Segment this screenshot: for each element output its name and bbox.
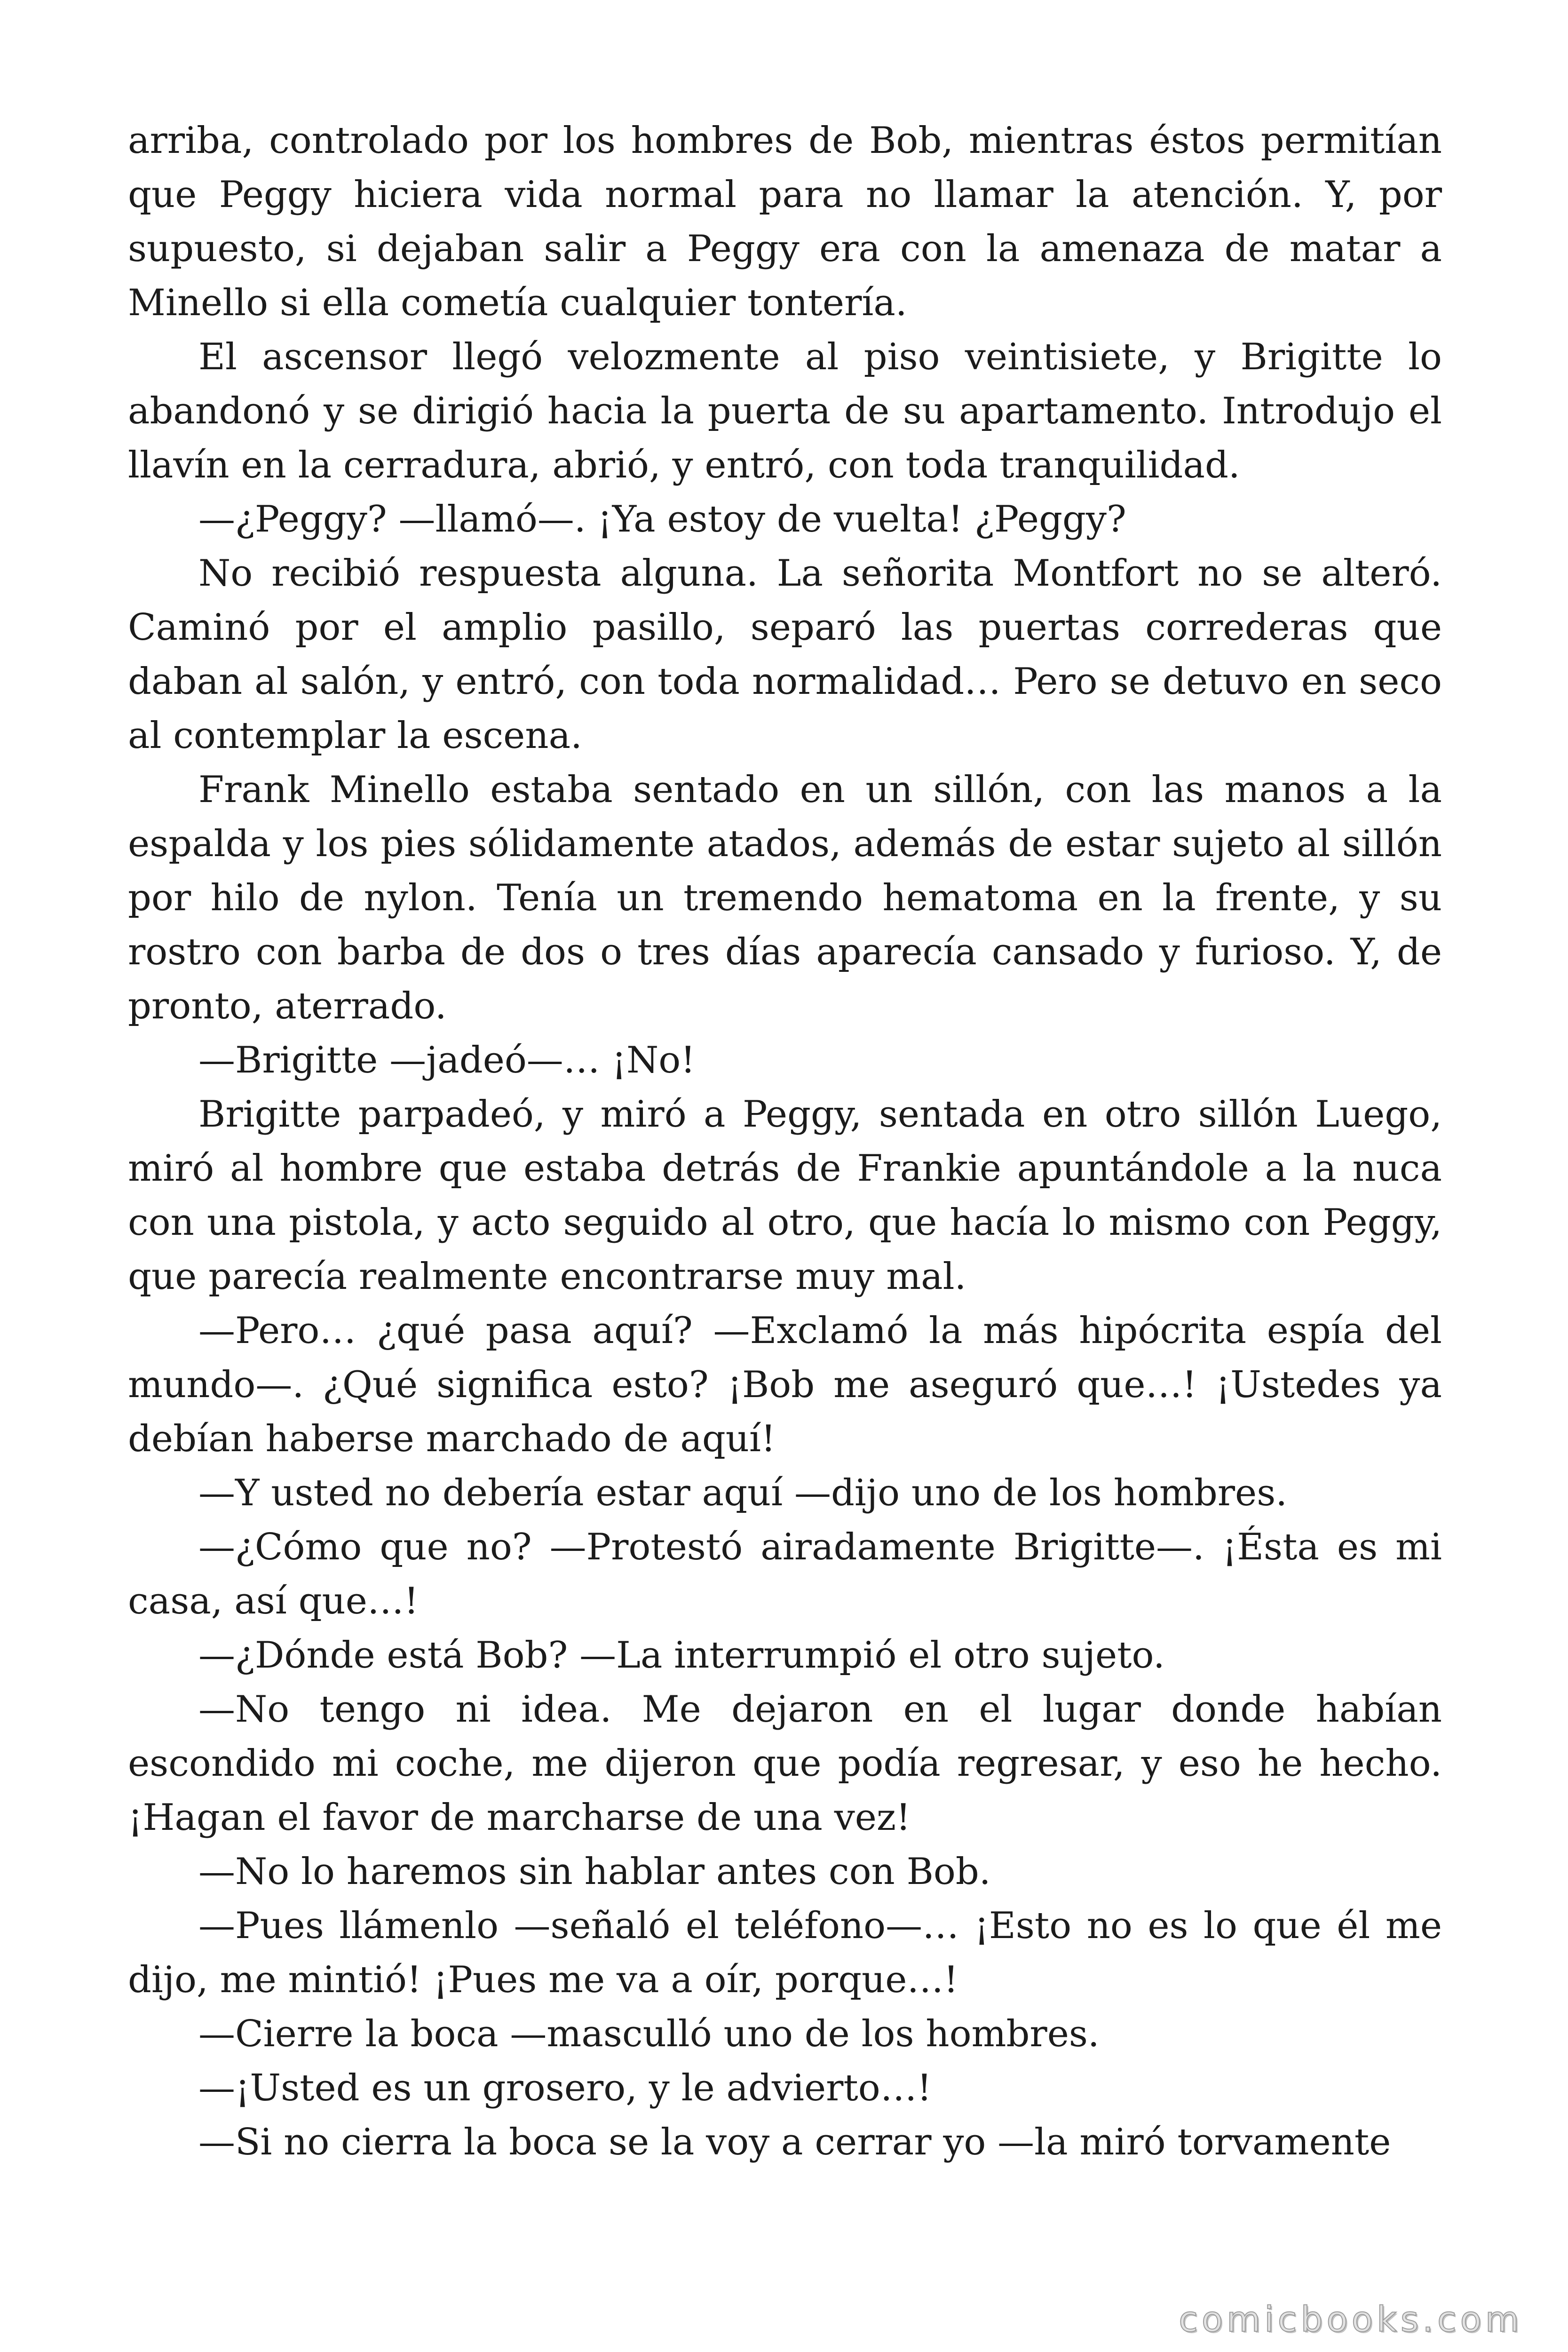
paragraph-14: —Pues llámenlo —señaló el teléfono—… ¡Esto no es lo que él me dijo, me mintió! ¡Pues me va a oír, porque…! <box>128 1905 1442 2001</box>
paragraph-6: —Brigitte —jadeó—… ¡No! <box>198 1039 696 1081</box>
paragraph-11: —¿Dónde está Bob? —La interrumpió el otro sujeto. <box>198 1634 1165 1677</box>
paragraph-9: —Y usted no debería estar aquí —dijo uno de los hombres. <box>198 1472 1288 1514</box>
paragraph-7: Brigitte parpadeó, y miró a Peggy, sentada en otro sillón Luego, miró al hombre que estaba detrás de Frankie apuntándole a la nuca con una pistola, y acto seguido al otro, que hacía lo mismo con Peggy, que parecía realmente encontrarse muy mal. <box>128 1093 1442 1298</box>
paragraph-13: —No lo haremos sin hablar antes con Bob. <box>198 1851 991 1893</box>
paragraph-3: —¿Peggy? —llamó—. ¡Ya estoy de vuelta! ¿Peggy? <box>198 498 1126 540</box>
paragraph-17: —Si no cierra la boca se la voy a cerrar yo —la miró torvamente <box>198 2121 1391 2163</box>
paragraph-8: —Pero… ¿qué pasa aquí? —Exclamó la más hipócrita espía del mundo—. ¿Qué significa esto? ¡Bob me aseguró que…! ¡Ustedes ya debían haberse marchado de aquí! <box>128 1310 1442 1460</box>
watermark: comicbooks.com <box>1179 2299 1523 2340</box>
paragraph-4: No recibió respuesta alguna. La señorita Montfort no se alteró. Caminó por el amplio pasillo, separó las puertas correderas que daban al salón, y entró, con toda normalidad… Pero se detuvo en seco al contemplar la escena. <box>128 552 1442 757</box>
paragraph-5: Frank Minello estaba sentado en un sillón, con las manos a la espalda y los pies sólidamente atados, además de estar sujeto al sillón por hilo de nylon. Tenía un tremendo hematoma en la frente, y su rostro con barba de dos o tres días aparecía cansado y furioso. Y, de pronto, aterrado. <box>128 769 1442 1027</box>
text-block <box>128 114 1442 2169</box>
paragraph-15: —Cierre la boca —masculló uno de los hombres. <box>198 2013 1100 2055</box>
paragraph-16: —¡Usted es un grosero, y le advierto…! <box>198 2067 932 2109</box>
paragraph-12: —No tengo ni idea. Me dejaron en el lugar donde habían escondido mi coche, me dijeron que podía regresar, y eso he hecho. ¡Hagan el favor de marcharse de una vez! <box>128 1688 1442 1839</box>
paragraph-10: —¿Cómo que no? —Protestó airadamente Brigitte—. ¡Ésta es mi casa, así que…! <box>128 1526 1442 1622</box>
paragraph-2: El ascensor llegó velozmente al piso veintisiete, y Brigitte lo abandonó y se dirigió hacia la puerta de su apartamento. Introdujo el llavín en la cerradura, abrió, y entró, con toda tranquilidad. <box>128 336 1442 486</box>
paragraph-1: arriba, controlado por los hombres de Bob, mientras éstos permitían que Peggy hiciera vida normal para no llamar la atención. Y, por supuesto, si dejaban salir a Peggy era con la amenaza de matar a Minello si ella cometía cualquier tontería. <box>128 119 1442 324</box>
